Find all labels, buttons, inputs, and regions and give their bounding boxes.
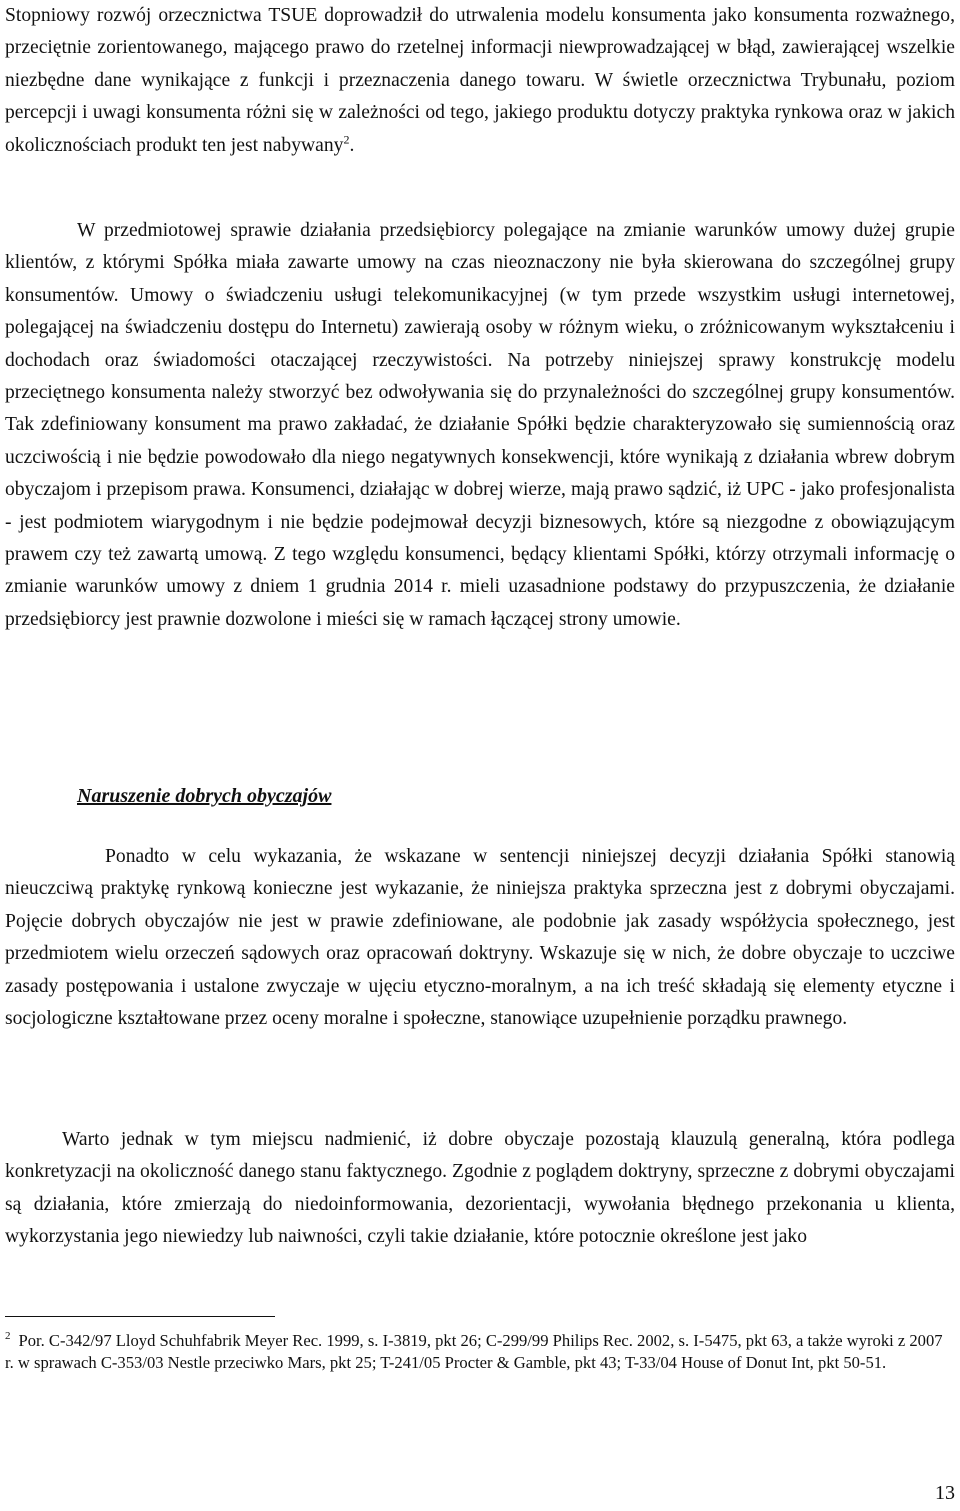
footnote-divider bbox=[5, 1316, 275, 1317]
paragraph-consumer-model bbox=[5, 0, 955, 162]
footnote-text: Por. C-342/97 Lloyd Schuhfabrik Meyer Rec. 1999, s. I-3819, pkt 26; C-299/99 Philips Rec. 2002, s. I-5475, pkt 63, a także wyroki z 2007 r. w sprawach C-353/03 Nestle przeciwko Mars, pkt 25; T-241/05 Procter & Gamble, pkt 43; T-33/04 House of Donut Int, pkt 50-51. bbox=[5, 1331, 943, 1372]
paragraph-good-customs-definition: Ponadto w celu wykazania, że wskazane w sentencji niniejszej decyzji działania Spółki stanowią nieuczciwą praktykę rynkową konieczne jest wykazanie, że niniejsza praktyka sprzeczna jest z dobrymi obyczajami. Pojęcie dobrych obyczajów nie jest w prawie zdefiniowane, ale podobnie jak zasady współżycia społecznego, jest przedmiotem wielu orzeczeń sądowych oraz opracowań doktryny. Wskazuje się w nich, że dobre obyczaje to uczciwe zasady postępowania i ustalone zwyczaje w ujęciu etyczno-moralnym, a na ich treść składają się elementy etyczne i socjologiczne kształtowane przez oceny moralne i społeczne, stanowiące uzupełnienie porządku prawnego. bbox=[5, 846, 955, 1030]
paragraph-tail: . bbox=[349, 134, 355, 156]
footnote bbox=[5, 1330, 955, 1374]
page-number: 13 bbox=[935, 1482, 955, 1504]
paragraph-case-analysis: W przedmiotowej sprawie działania przedsiębiorcy polegające na zmianie warunków umowy dużej grupie klientów, z którymi Spółka miała zawarte umowy na czas nieoznaczony nie była skierowana do szczególnej grupy konsumentów. Umowy o świadczeniu usługi telekomunikacyjnej (w tym przede wszystkim usługi internetowej, polegającej na świadczeniu dostępu do Internetu) zawierają osoby w różnym wieku, o zróżnicowanym wykształceniu i dochodach oraz świadomości otaczającej rzeczywistości. Na potrzeby niniejszej sprawy konstrukcję modelu przeciętnego konsumenta należy stworzyć bez odwoływania się do przynależności do szczególnej grupy konsumentów. Tak zdefiniowany konsument ma prawo zakładać, że działanie Spółki będzie charakteryzowało się sumiennością oraz uczciwością i nie będzie powodowało dla niego negatywnych konsekwencji, które wynikają z działania wbrew dobrym obyczajom i przepisom prawa. Konsumenci, działając w dobrej wierze, mają prawo sądzić, iż UPC - jako profesjonalista - jest podmiotem wiarygodnym i nie będzie podejmował decyzji biznesowych, które są niezgodne z obowiązującym prawem czy też zawartą umową. Z tego względu konsumenci, będący klientami Spółki, którzy otrzymali informację o zmianie warunków umowy z dniem 1 grudnia 2014 r. mieli uzasadnione podstawy do przypuszczenia, że działanie przedsiębiorcy jest prawnie dozwolone i mieści się w ramach łączącej strony umowie. bbox=[5, 220, 955, 630]
footnote-number: 2 bbox=[5, 1330, 11, 1343]
footnote-reference: 2 bbox=[343, 132, 350, 147]
section-heading: Naruszenie dobrych obyczajów bbox=[77, 785, 332, 807]
paragraph-general-clause: Warto jednak w tym miejscu nadmienić, iż dobre obyczaje pozostają klauzulą generalną, która podlega konkretyzacji na okoliczność danego stanu faktycznego. Zgodnie z poglądem doktryny, sprzeczne z dobrymi obyczajami są działania, które zmierzają do niedoinformowania, dezorientacji, wywołania błędnego przekonania u klienta, wykorzystania jego niewiedzy lub naiwności, czyli takie działanie, które potocznie określone jest jako bbox=[5, 1129, 955, 1248]
document-page bbox=[5, 0, 955, 1511]
paragraph-text: Stopniowy rozwój orzecznictwa TSUE doprowadził do utrwalenia modelu konsumenta jako konsumenta rozważnego, przeciętnie zorientowanego, mającego prawo do rzetelnej informacji niewprowadzającej w błąd, zawierającej wszelkie niezbędne dane wynikające z funkcji i przeznaczenia danego towaru. W świetle orzecznictwa Trybunału, poziom percepcji i uwagi konsumenta różni się w zależności od tego, jakiego produktu dotyczy praktyka rynkowa oraz w jakich okolicznościach produkt ten jest nabywany bbox=[5, 5, 955, 156]
